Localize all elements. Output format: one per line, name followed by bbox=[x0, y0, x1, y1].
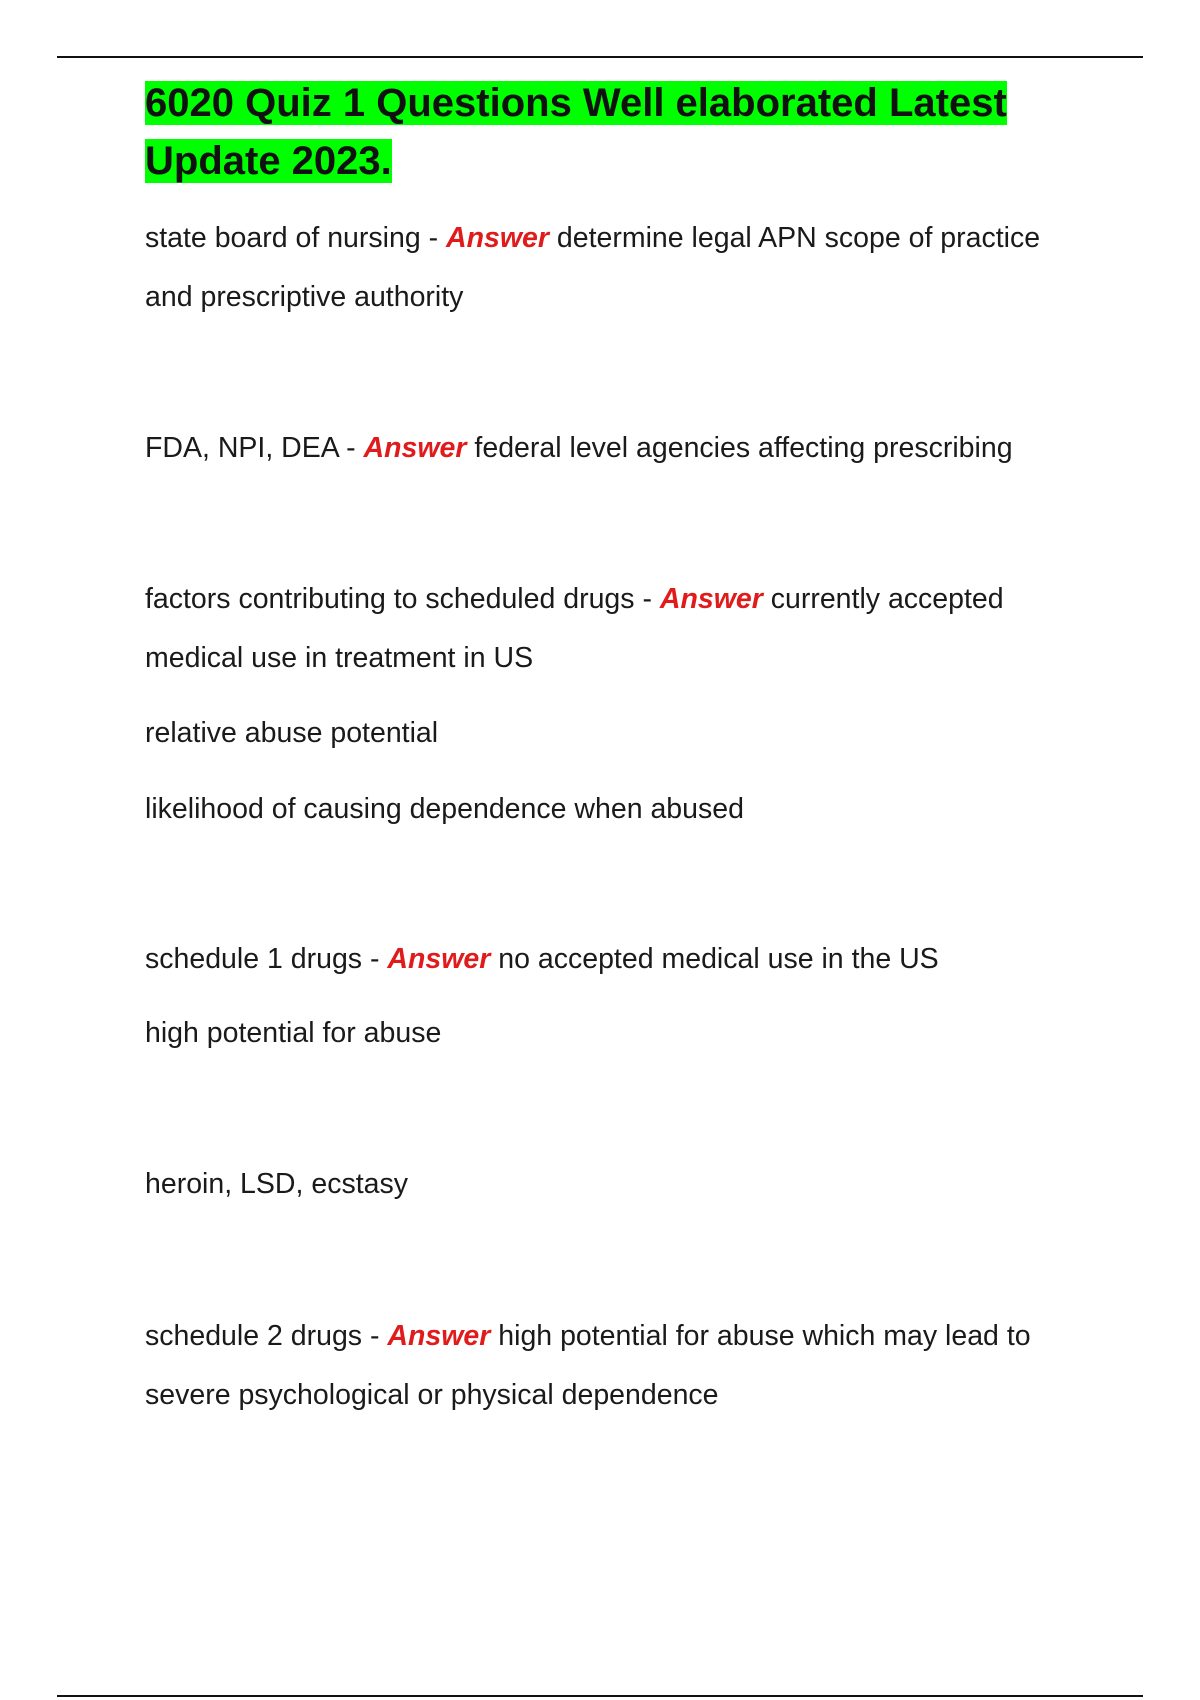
card-term: state board of nursing bbox=[145, 222, 421, 254]
card-extra-line: high potential for abuse bbox=[145, 1017, 442, 1049]
card-definition: federal level agencies affecting prescribing bbox=[474, 432, 1013, 464]
separator: - bbox=[362, 943, 388, 975]
title-highlight: 6020 Quiz 1 Questions Well elaborated Latest Update 2023. bbox=[145, 81, 1007, 183]
answer-label: Answer bbox=[387, 943, 491, 975]
header-rule bbox=[57, 56, 1143, 58]
card-scheduled-drug-factors bbox=[145, 570, 1090, 688]
footer-rule bbox=[57, 1695, 1143, 1697]
card-definition: currently accepted medical use in treatment in US bbox=[145, 583, 1004, 674]
card-term: schedule 1 drugs bbox=[145, 943, 363, 975]
card-term: factors contributing to scheduled drugs bbox=[145, 583, 635, 615]
card-extra-line: relative abuse potential bbox=[145, 717, 439, 749]
separator: - bbox=[420, 222, 447, 254]
card-definition: high potential for abuse which may lead to severe psychological or physical dependence bbox=[145, 1320, 1031, 1411]
card-term: FDA, NPI, DEA bbox=[145, 432, 339, 464]
answer-label: Answer bbox=[363, 432, 467, 464]
card-schedule-2 bbox=[145, 1307, 1090, 1425]
card-term: schedule 2 drugs bbox=[145, 1320, 363, 1352]
card-extra-line: heroin, LSD, ecstasy bbox=[145, 1168, 408, 1200]
card-definition: determine legal APN scope of practice and prescriptive authority bbox=[145, 222, 1041, 313]
document-title bbox=[145, 74, 1085, 190]
card-definition: no accepted medical use in the US bbox=[498, 943, 939, 975]
answer-label: Answer bbox=[387, 1320, 491, 1352]
separator: - bbox=[362, 1320, 388, 1352]
card-extra-line: likelihood of causing dependence when abused bbox=[145, 793, 744, 825]
answer-label: Answer bbox=[659, 583, 763, 615]
answer-label: Answer bbox=[446, 222, 549, 254]
separator: - bbox=[338, 432, 364, 464]
card-state-board bbox=[145, 209, 1090, 327]
card-fda-npi-dea bbox=[145, 419, 1090, 478]
card-schedule-1 bbox=[145, 930, 1090, 989]
separator: - bbox=[634, 583, 660, 615]
